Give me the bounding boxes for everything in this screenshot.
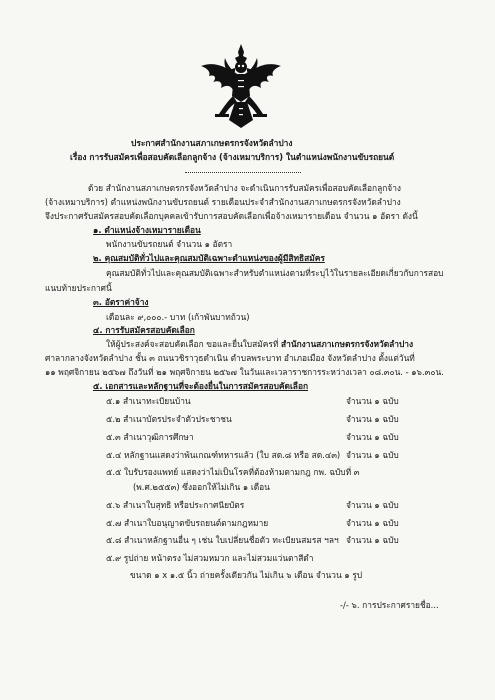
doc-item-text: ๕.๙ รูปถ่าย หน้าตรง ไม่สวมหมวก และไม่สวมแว่นตาสีดำ bbox=[106, 553, 314, 563]
doc-item-qty: จำนวน ๑ ฉบับ bbox=[346, 396, 399, 406]
doc-item-text: ๕.๗ สำเนาใบอนุญาตขับรถยนต์ตามกฎหมาย bbox=[106, 518, 269, 528]
doc-item-text: ๕.๑ สำเนาทะเบียนบ้าน bbox=[106, 396, 191, 406]
doc-item-text: ๕.๖ สำเนาใบสุทธิ หรือประกาศนียบัตร bbox=[106, 500, 245, 510]
section-1-body: พนักงานขับรถยนต์ จำนวน ๑ อัตรา bbox=[106, 239, 233, 249]
section-3-body: เดือนละ ๙,๐๐๐.- บาท (เก้าพันบาทถ้วน) bbox=[106, 312, 250, 322]
doc-item-qty: จำนวน ๑ ฉบับ bbox=[346, 518, 399, 528]
section-2-body-line-2: แนบท้ายประกาศนี้ bbox=[45, 283, 112, 293]
garuda-emblem-icon bbox=[199, 42, 283, 130]
section-3-heading: ๓. อัตราค่าจ้าง bbox=[93, 297, 149, 307]
section-4-line-1 bbox=[106, 339, 413, 350]
doc-item-text: ๕.๘ สำเนาหลักฐานอื่น ๆ เช่น ใบเปลี่ยนชื่อตัว ทะเบียนสมรส ฯลฯ bbox=[106, 535, 339, 545]
announcement-subject: เรื่อง การรับสมัครเพื่อสอบคัดเลือกลูกจ้าง (จ้างเหมาบริการ) ในตำแหน่งพนักงานขับรถยนต์ bbox=[70, 152, 395, 162]
section-4-office-name: สำนักงานสภาเกษตรกรจังหวัดลำปาง bbox=[281, 339, 414, 349]
section-2-body-line-1: คุณสมบัติทั่วไปและคุณสมบัติเฉพาะสำหรับตำแหน่งตามที่ระบุไว้ในรายละเอียดเกี่ยวกับการสอบ bbox=[106, 268, 444, 278]
section-4-line-2: ศาลากลางจังหวัดลำปาง ชั้น ๓ ถนนวชิราวุธดำเนิน ตำบลพระบาท อำเภอเมือง จังหวัดลำปาง ตั้งแต่วันที่ bbox=[45, 353, 415, 363]
doc-item-text: ๕.๕ ใบรับรองแพทย์ แสดงว่าไม่เป็นโรคที่ต้องห้ามตามกฎ กพ. ฉบับที่ ๓ bbox=[106, 467, 360, 477]
intro-line-1: ด้วย สำนักงานสภาเกษตรกรจังหวัดลำปาง จะดำเนินการรับสมัครเพื่อสอบคัดเลือกลูกจ้าง bbox=[88, 183, 401, 193]
section-4-line-3: ๑๑ พฤศจิกายน ๒๕๖๗ ถึงวันที่ ๒๑ พฤศจิกายน ๒๕๖๗ ในวันและเวลาราชการระหว่างเวลา ๐๘.๓๐น. - ๑๖.๓๐น. bbox=[45, 367, 444, 377]
doc-item-text-continued: (พ.ศ.๒๕๕๓) ซึ่งออกให้ไม่เกิน ๑ เดือน bbox=[133, 482, 270, 492]
announcement-title: ประกาศสำนักงานสภาเกษตรกรจังหวัดลำปาง bbox=[131, 138, 293, 148]
doc-item-qty: จำนวน ๑ ฉบับ bbox=[346, 432, 399, 442]
doc-item-text-continued: ขนาด ๑ x ๑.๕ นิ้ว ถ่ายครั้งเดียวกัน ไม่เกิน ๖ เดือน จำนวน ๑ รูป bbox=[130, 570, 363, 580]
intro-line-2: (จ้างเหมาบริการ) ตำแหน่งพนักงานขับรถยนต์ รายเดือนประจำสำนักงานสภาเกษตรกรจังหวัดลำปาง bbox=[45, 197, 401, 207]
doc-item-text: ๕.๔ หลักฐานแสดงว่าพ้นเกณฑ์ทหารแล้ว (ใบ สด.๘ หรือ สด.๔๓) bbox=[106, 450, 341, 460]
intro-line-3: จึงประกาศรับสมัครสอบคัดเลือกบุคคลเข้ารับการสอบคัดเลือกเพื่อจ้างเหมารายเดือน จำนวน ๑ อัตรา ดังนี้ bbox=[45, 211, 418, 221]
doc-item-qty: จำนวน ๑ ฉบับ bbox=[346, 450, 399, 460]
header-divider bbox=[185, 172, 301, 173]
doc-item-text: ๕.๒ สำเนาบัตรประจำตัวประชาชน bbox=[106, 414, 232, 424]
section-2-heading: ๒. คุณสมบัติทั่วไปและคุณสมบัติเฉพาะตำแหน่งของผู้มีสิทธิสมัคร bbox=[93, 253, 325, 263]
section-4-line-1-text: ให้ผู้ประสงค์จะสอบคัดเลือก ขอและยื่นใบสมัครที่ bbox=[106, 339, 282, 349]
doc-item-qty: จำนวน ๑ ฉบับ bbox=[346, 535, 399, 545]
section-1-heading: ๑. ตำแหน่งจ้างเหมารายเดือน bbox=[93, 225, 201, 235]
doc-item-qty: จำนวน ๑ ฉบับ bbox=[346, 500, 399, 510]
section-4-heading: ๔. การรับสมัครสอบคัดเลือก bbox=[93, 325, 195, 335]
section-5-heading: ๕. เอกสารและหลักฐานที่จะต้องยื่นในการสมัครสอบคัดเลือก bbox=[93, 381, 309, 391]
continued-note: -/- ๖. การประกาศรายชื่อ... bbox=[340, 600, 439, 610]
doc-item-qty: จำนวน ๑ ฉบับ bbox=[346, 414, 399, 424]
doc-item-text: ๕.๓ สำเนาวุฒิการศึกษา bbox=[106, 432, 194, 442]
